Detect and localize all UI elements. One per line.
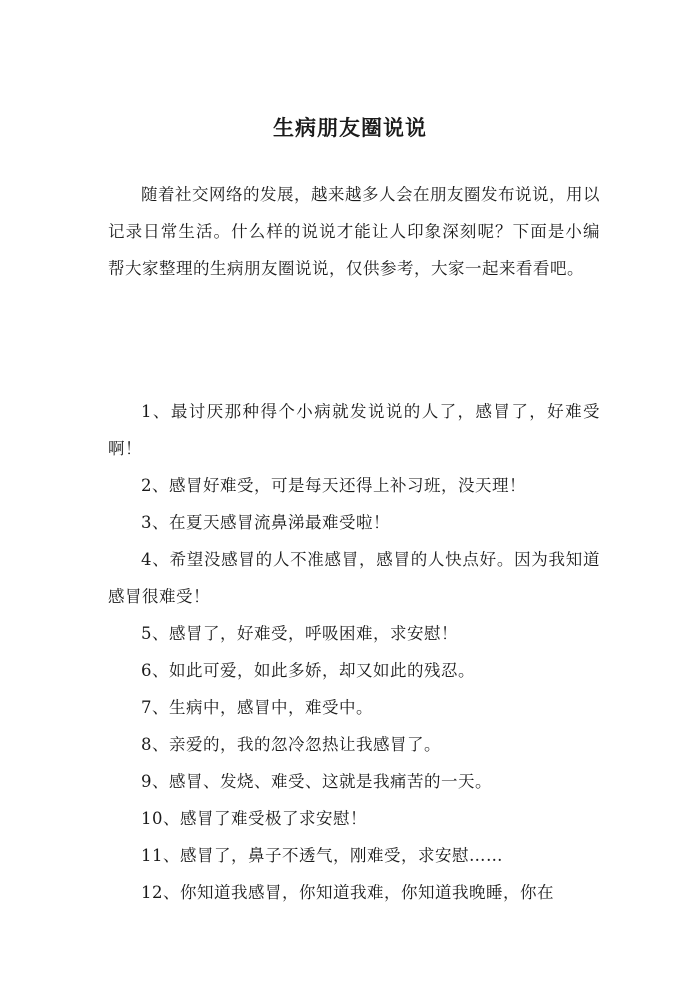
list-item: 8、亲爱的，我的忽冷忽热让我感冒了。 [141, 735, 441, 754]
list-item: 7、生病中，感冒中，难受中。 [141, 698, 373, 717]
list-item: 10、感冒了难受极了求安慰！ [141, 809, 367, 828]
intro-paragraph: 随着社交网络的发展，越来越多人会在朋友圈发布说说，用以记录日常生活。什么样的说说才能让人印象深刻呢？下面是小编帮大家整理的生病朋友圈说说，仅供参考，大家一起来看看吧。 [108, 185, 600, 278]
list-item: 1、最讨厌那种得个小病就发说说的人了，感冒了，好难受啊！ [108, 402, 600, 458]
list-item: 6、如此可爱，如此多娇，却又如此的残忍。 [141, 661, 475, 680]
quote-list [108, 393, 600, 911]
list-item: 3、在夏天感冒流鼻涕最难受啦！ [141, 513, 390, 532]
list-item: 2、感冒好难受，可是每天还得上补习班，没天理！ [141, 476, 526, 495]
list-item: 12、你知道我感冒，你知道我难，你知道我晚睡，你在 [141, 883, 554, 902]
document-title: 生病朋友圈说说 [273, 116, 427, 140]
list-item: 9、感冒、发烧、难受、这就是我痛苦的一天。 [141, 772, 492, 791]
list-item: 4、希望没感冒的人不准感冒，感冒的人快点好。因为我知道感冒很难受！ [108, 550, 600, 606]
list-item: 11、感冒了，鼻子不透气，刚难受，求安慰…… [141, 846, 503, 865]
list-item: 5、感冒了，好难受，呼吸困难，求安慰！ [141, 624, 458, 643]
